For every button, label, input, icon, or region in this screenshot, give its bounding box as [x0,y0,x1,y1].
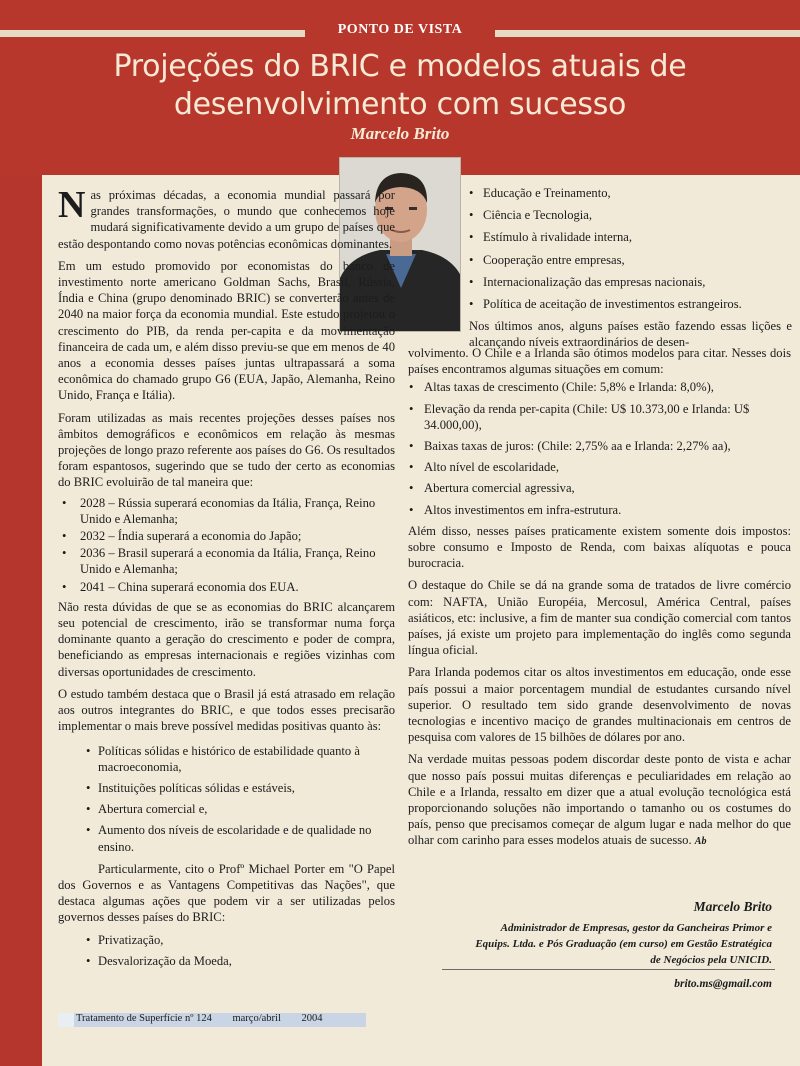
common-situations-list [408,379,791,517]
action-text: Educação e Treinamento, [483,186,611,200]
action-text: Política de aceitação de investimentos estrangeiros. [483,297,742,312]
paragraph-recent-years-start: Nos últimos anos, alguns países estão fazendo essas lições e alcançando níveis extraordinários de desen- [469,319,792,350]
action-text: Privatização, [98,932,164,947]
action-item [469,296,792,312]
bullet-icon: • [409,439,414,454]
timeline-item [58,545,395,577]
bullet-icon: • [469,208,474,223]
situation-text: Elevação da renda per-capita (Chile: U$ 10.373,00 e Irlanda: U$ 34.000,00), [424,401,750,432]
bullet-icon: • [62,546,67,561]
situation-item [408,502,791,518]
bullet-icon: • [469,186,474,200]
situation-item [408,379,791,395]
footer-info [76,1013,341,1024]
title-line-1: Projeções do BRIC e modelos atuais de [113,49,687,84]
timeline-item [58,579,395,595]
measures-list [58,743,395,855]
end-mark-logo: Ab [694,836,707,848]
bullet-icon: • [86,743,91,758]
section-rule-right [495,30,800,37]
action-item [469,229,792,245]
right-column [408,345,791,857]
bullet-icon: • [469,274,474,289]
measure-text: Abertura comercial e, [98,802,208,817]
bullet-icon: • [86,780,91,795]
situation-item [408,480,791,496]
action-item [469,274,792,290]
action-text: Internacionalização das empresas nacionais, [483,274,706,289]
timeline-list [58,495,395,595]
header-band [0,0,800,175]
title-line-2: desenvolvimento com sucesso [173,87,627,122]
intro-paragraph [58,184,395,252]
action-item [469,185,792,201]
signature-description [422,920,772,968]
bullet-icon: • [62,529,67,544]
author-byline: Marcelo Brito [350,124,450,143]
timeline-item [58,495,395,527]
situation-text: Altos investimentos em infra-estrutura. [424,502,622,517]
left-column [58,184,395,975]
bullet-icon: • [409,460,414,475]
measure-item [58,780,395,796]
bullet-icon: • [86,802,91,817]
paragraph-projections: Foram utilizadas as mais recentes projeções desses países nos âmbitos demográficos e econômicos em relação às mesmas projeções de longo prazo referente aos países do G6. Os resultados foram espantosos, sugerindo que se tudo der certo as economias do BRIC evoluirão de tal maneira que: [58,410,395,490]
bullet-icon: • [409,401,414,416]
action-text: Desvalorização da Moeda, [98,953,232,968]
paragraph-conclusion [408,751,791,850]
signature-desc-line: de Negócios pela UNICID. [650,954,772,966]
bullet-icon: • [86,953,91,968]
action-text: Cooperação entre empresas, [483,252,625,267]
issue-months: março/abril [232,1013,281,1024]
section-label: PONTO DE VISTA [337,22,463,37]
bullet-icon: • [409,380,414,395]
conclusion-text: Na verdade muitas pessoas podem discordar deste ponto de vista e achar que nosso país possui muitas diferenças e peculiaridades em relação ao Chile e a Irlanda, ressalto em dizer que a atual evolução tecnológica está proporcionando soluções não importando o tamanho ou os costumes do país, penso que precisamos começar de algum lugar e nada melhor do que olhar com carinho para esses modelos atuais de sucesso. [408,752,791,848]
signature-desc-line: Administrador de Empresas, gestor da Gancheiras Primor e [500,922,772,934]
footer-marker [58,1013,74,1027]
measure-text: Aumento dos níveis de escolaridade e de qualidade no ensino. [98,823,372,854]
bullet-icon: • [62,579,67,594]
bullet-icon: • [469,297,474,312]
bullet-icon: • [409,481,414,496]
bullet-icon: • [86,823,91,838]
bullet-icon: • [469,252,474,267]
author-email[interactable]: brito.ms@gmail.com [674,978,772,990]
article-title [40,48,760,124]
situation-text: Altas taxas de crescimento (Chile: 5,8% e Irlanda: 8,0%), [424,380,714,395]
timeline-text: 2028 – Rússia superará economias da Itália, França, Reino Unido e Alemanha; [80,495,376,526]
paragraph-recent-years-rest: volvimento. O Chile e a Irlanda são ótimos modelos para citar. Nesses dois países encontramos algumas situações em comum: [408,346,791,377]
action-text: Estímulo à rivalidade interna, [483,230,632,245]
action-item [58,953,395,969]
paragraph-chile: O destaque do Chile se dá na grande soma de tratados de livre comércio com: NAFTA, União Européia, Mercosul, América Central, países asiáticos, etc: inclusive, a fim de manter sua condição comercial com tantos países, já existe um projeto para implementação do inglês como segunda língua oficial. [408,578,791,658]
bullet-icon: • [86,932,91,947]
paragraph-potential: Não resta dúvidas de que se as economias do BRIC alcançarem seu potencial de crescimento, irão se transformar numa força dominante quanto a geração do crescimento e poder de compra, beneficiando as empresas internacionais e regiões vizinhas com diversas oportunidades de crescimento. [58,599,395,679]
right-top-column [469,185,792,351]
timeline-text: 2041 – China superará economia dos EUA. [80,579,299,594]
situation-text: Baixas taxas de juros: (Chile: 2,75% aa e Irlanda: 2,27% aa), [424,439,731,454]
paragraph-porter: Particularmente, cito o Profº Michael Porter em "O Papel dos Governos e as Vantagens Competitivas das Nações", que destaca algumas ações que podem vir a ser utilizadas pelos governos desses países do BRIC: [58,861,395,925]
measure-text: Políticas sólidas e histórico de estabilidade quanto à macroeconomia, [98,743,360,774]
action-text: Ciência e Tecnologia, [483,208,593,223]
actions-list-left [58,932,395,969]
bullet-icon: • [469,230,474,245]
bullet-icon: • [409,502,414,517]
intro-text: as próximas décadas, a economia mundial passará por grandes transformações, o mundo que conhecemos hoje mudará significativamente devido a um grupo de países que estão despontando como novas potências econômicas dominantes. [58,188,395,251]
section-rule-left [0,30,305,37]
measure-item [58,743,395,775]
actions-list-right [469,185,792,312]
situation-item [408,401,791,433]
magazine-name: Tratamento de Superfície nº 124 [76,1013,212,1024]
signature-divider [442,969,775,970]
drop-cap: N [58,184,86,226]
situation-text: Alto nível de escolaridade, [424,460,559,475]
action-item [58,932,395,948]
measure-text: Instituições políticas sólidas e estáveis, [98,780,295,795]
measure-item [58,822,395,854]
situation-item [408,438,791,454]
measure-item [58,801,395,817]
situation-item [408,459,791,475]
paragraph-ireland: Para Irlanda podemos citar os altos investimentos em educação, onde esse país possui a maior porcentagem mundial de estudantes cursando nível superior. O resultado tem sido grande desenvolvimento de novas tecnologias e incentivo maciço de grandes multinacionais em centros de pesquisa com valores de 15 bilhões de dólares por ano. [408,665,791,745]
paragraph-goldman-sachs: Em um estudo promovido por economistas do banco de investimento norte americano Goldman Sachs, Brasil, Rússia, Índia e China (grupo denominado BRIC) se converterão antes de 2040 na maior força da economia mundial. Este estudo projetou o crescimento do PIB, da renda per-capita e da movimentação financeira de cada um, e além disso previu-se que em menos de 40 anos a economia desses países juntas ultrapassará a soma econômica do chamado grupo G6 (EUA, Japão, Alemanha, Reino Unido, França e Itália). [58,258,395,403]
timeline-item [58,528,395,544]
situation-text: Abertura comercial agressiva, [424,481,575,496]
timeline-text: 2036 – Brasil superará a economia da Itália, França, Reino Unido e Alemanha; [80,546,376,577]
issue-year: 2004 [301,1013,323,1024]
action-item [469,207,792,223]
timeline-text: 2032 – Índia superará a economia do Japão; [80,529,302,544]
signature-desc-line: Equips. Ltda. e Pós Graduação (em curso) em Gestão Estratégica [475,938,772,950]
article-page [42,175,800,1066]
paragraph-taxes: Além disso, nesses países praticamente existem somente dois impostos: sobre consumo e Imposto de Renda, com baixas alíquotas e pouca burocracia. [408,523,791,571]
bullet-icon: • [62,495,67,510]
paragraph-brazil: O estudo também destaca que o Brasil já está atrasado em relação aos outros integrantes do BRIC, e que todos esses precisarão implementar o mais breve possível medidas positivas quanto às: [58,686,395,734]
signature-name: Marcelo Brito [693,899,772,914]
action-item [469,252,792,268]
